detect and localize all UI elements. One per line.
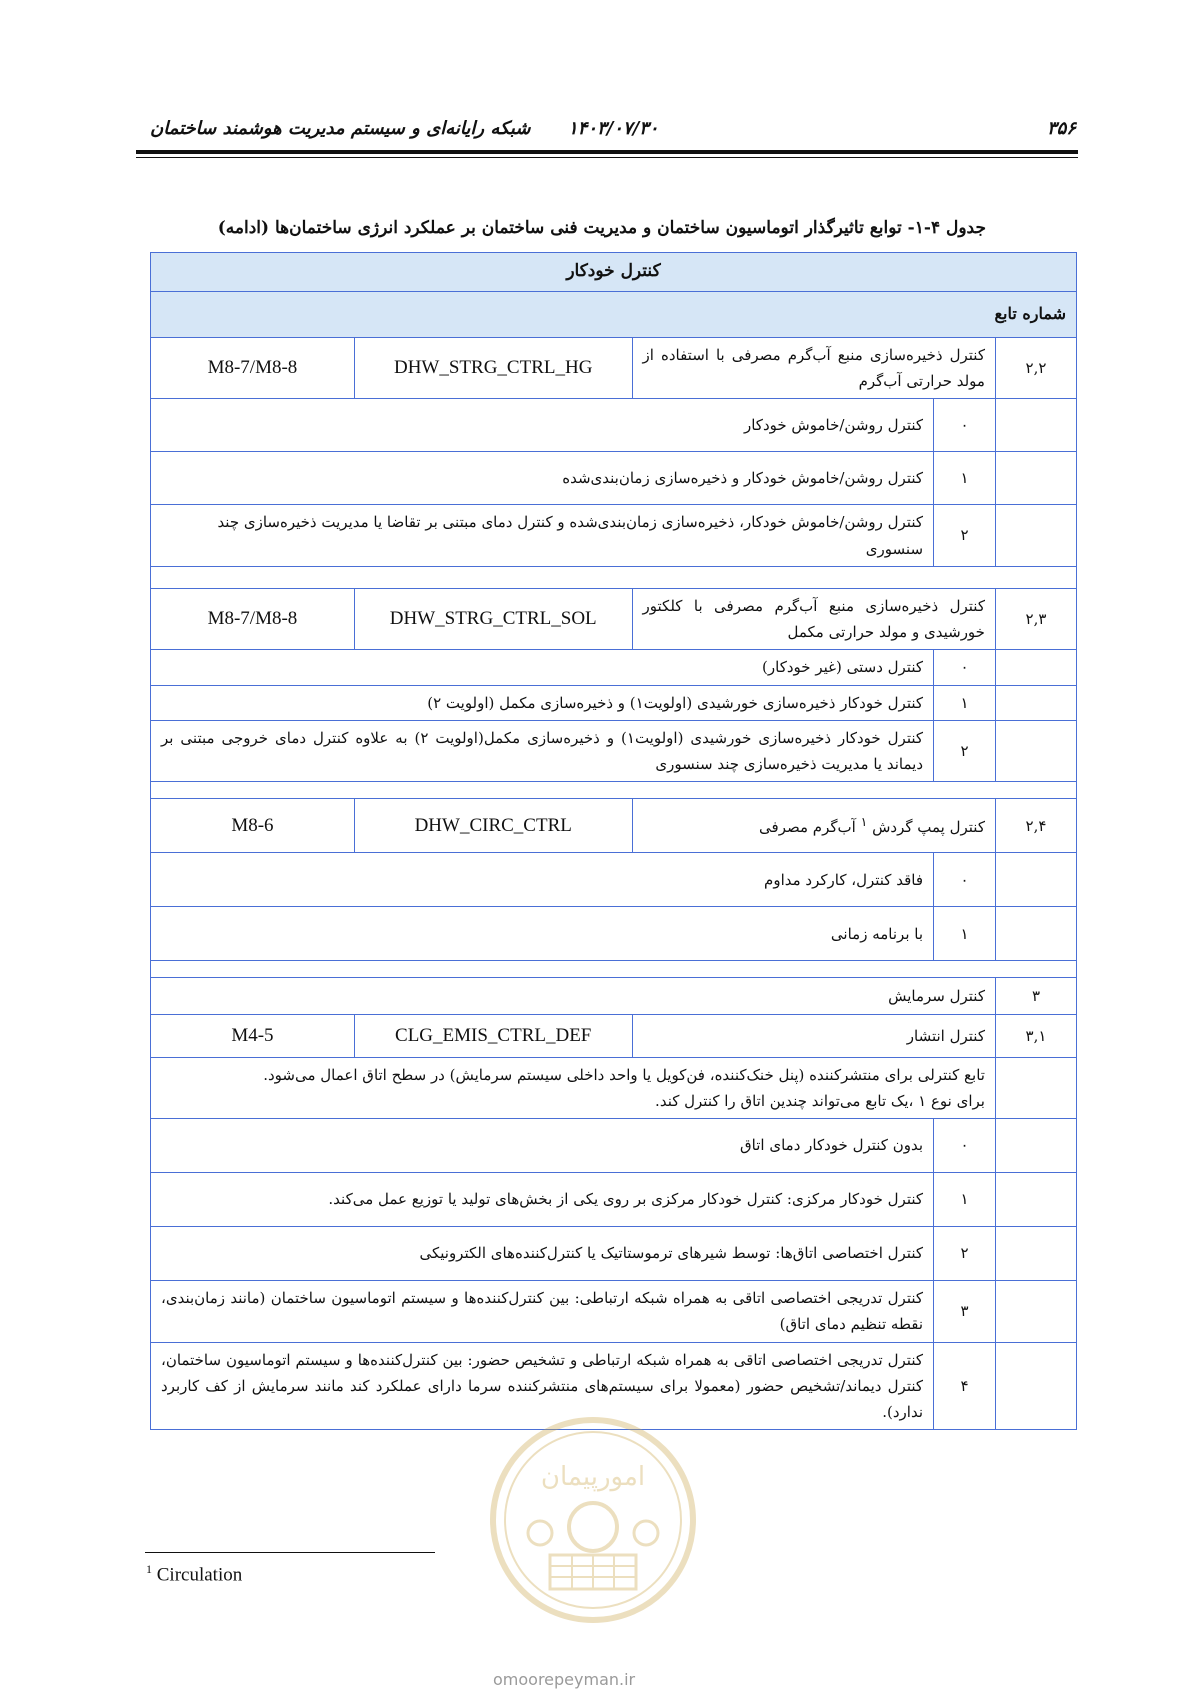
function-title: کنترل انتشار	[632, 1015, 995, 1057]
option-number: ۱	[934, 685, 996, 720]
option-number: ۰	[934, 1119, 996, 1173]
function-number: ۲,۳	[995, 588, 1076, 650]
option-text: کنترل دستی (غیر خودکار)	[151, 650, 934, 685]
watermark-seal	[488, 1415, 698, 1625]
option-row	[151, 505, 1077, 567]
function-row	[151, 978, 1077, 1015]
option-row	[151, 399, 1077, 452]
option-row	[151, 685, 1077, 720]
option-number: ۲	[934, 1227, 996, 1281]
description-row	[151, 1057, 1077, 1119]
description-line: برای نوع ۱ ،یک تابع می‌تواند چندین اتاق را کنترل کند.	[655, 1091, 985, 1110]
function-title-part: کنترل پمپ گردش	[872, 818, 985, 837]
option-text: کنترل خودکار مرکزی: کنترل خودکار مرکزی بر روی یکی از بخش‌های تولید یا توزیع عمل می‌کند.	[151, 1173, 934, 1227]
function-number: ۳,۱	[995, 1015, 1076, 1057]
option-text: فاقد کنترل، کارکرد مداوم	[151, 853, 934, 907]
option-text: کنترل خودکار ذخیره‌سازی خورشیدی (اولویت۱) و ذخیره‌سازی مکمل(اولویت ۲) به علاوه کنترل دمای خروجی مبتنی بر دیماند یا مدیریت ذخیره‌سازی چند سنسوری	[151, 720, 934, 782]
spacer-row	[151, 566, 1077, 588]
footnote	[146, 1562, 242, 1586]
function-number: ۲,۲	[995, 337, 1076, 399]
option-row	[151, 452, 1077, 505]
option-text: با برنامه زمانی	[151, 907, 934, 961]
option-row	[151, 907, 1077, 961]
function-title: کنترل سرمایش	[151, 978, 996, 1015]
footnote-text: Circulation	[156, 1564, 243, 1586]
option-number: ۴	[934, 1342, 996, 1430]
option-text: کنترل روشن/خاموش خودکار و ذخیره‌سازی زمان‌بندی‌شده	[151, 452, 934, 505]
footnote-number: 1	[146, 1562, 152, 1576]
header-rule-thick	[136, 150, 1078, 154]
watermark-seal-icon	[488, 1415, 698, 1625]
function-row	[151, 799, 1077, 853]
watermark-site: omoorepeyman.ir	[493, 1670, 636, 1689]
function-title: کنترل ذخیره‌سازی منبع آب‌گرم مصرفی با کلکتور خورشیدی و مولد حرارتی مکمل	[632, 588, 995, 650]
running-date: ۱۴۰۳/۰۷/۳۰	[568, 118, 659, 139]
option-number: ۱	[934, 452, 996, 505]
option-number: ۱	[934, 1173, 996, 1227]
option-text: کنترل روشن/خاموش خودکار	[151, 399, 934, 452]
footnote-rule	[145, 1552, 435, 1553]
option-row	[151, 853, 1077, 907]
option-text: کنترل تدریجی اختصاصی اتاقی به همراه شبکه ارتباطی و تشخیص حضور: بین کنترل‌کننده‌ها و سیستم اتوماسیون ساختمان، کنترل دیماند/تشخیص حضور (معمولا برای سیستم‌های منتشرکننده سرما دارای عملکرد کند مانند سرمایش از کف کاربرد ندارد).	[151, 1342, 934, 1430]
option-number: ۳	[934, 1281, 996, 1343]
option-text: کنترل اختصاصی اتاق‌ها: توسط شیرهای ترموستاتیک یا کنترل‌کننده‌های الکترونیکی	[151, 1227, 934, 1281]
page-header	[136, 118, 1076, 144]
option-row	[151, 1227, 1077, 1281]
column-header-row	[151, 291, 1077, 337]
running-title: شبکه رایانه‌ای و سیستم مدیریت هوشمند ساختمان	[150, 118, 531, 139]
option-number: ۲	[934, 720, 996, 782]
function-code: DHW_STRG_CTRL_HG	[354, 337, 632, 399]
function-code: CLG_EMIS_CTRL_DEF	[354, 1015, 632, 1057]
function-title	[632, 799, 995, 853]
function-number: ۳	[995, 978, 1076, 1015]
option-number: ۱	[934, 907, 996, 961]
option-row	[151, 720, 1077, 782]
function-title-part: آب‌گرم مصرفی	[759, 818, 856, 837]
option-text: بدون کنترل خودکار دمای اتاق	[151, 1119, 934, 1173]
description-line: تابع کنترلی برای منتشرکننده (پنل خنک‌کننده، فن‌کویل یا واحد داخلی سیستم سرمایش) در سطح اتاق اعمال می‌شود.	[263, 1065, 985, 1084]
function-module: M8-6	[151, 799, 355, 853]
function-description	[151, 1057, 996, 1119]
option-number: ۰	[934, 399, 996, 452]
footnote-marker: ۱	[860, 814, 868, 830]
function-number-label: شماره تابع	[151, 291, 1077, 337]
option-number: ۰	[934, 650, 996, 685]
option-row	[151, 650, 1077, 685]
function-module: M4-5	[151, 1015, 355, 1057]
functions-table	[150, 252, 1077, 1430]
function-row	[151, 337, 1077, 399]
option-row	[151, 1281, 1077, 1343]
function-title: کنترل ذخیره‌سازی منبع آب‌گرم مصرفی با استفاده از مولد حرارتی آب‌گرم	[632, 337, 995, 399]
function-row	[151, 588, 1077, 650]
function-module: M8-7/M8-8	[151, 588, 355, 650]
table-caption: جدول ۴-۱- توابع تاثیرگذار اتوماسیون ساختمان و مدیریت فنی ساختمان بر عملکرد انرژی ساختمان‌ها (ادامه)	[217, 218, 986, 238]
option-text: کنترل روشن/خاموش خودکار، ذخیره‌سازی زمان‌بندی‌شده و کنترل دمای مبتنی بر تقاضا یا مدیریت ذخیره‌سازی چند سنسوری	[151, 505, 934, 567]
function-number: ۲,۴	[995, 799, 1076, 853]
watermark-logo-text: امورپیمان	[540, 1462, 646, 1492]
section-title: کنترل خودکار	[151, 253, 1077, 292]
function-module: M8-7/M8-8	[151, 337, 355, 399]
option-number: ۰	[934, 853, 996, 907]
page-number: ۳۵۶	[1046, 118, 1076, 139]
function-code: DHW_CIRC_CTRL	[354, 799, 632, 853]
option-text: کنترل تدریجی اختصاصی اتاقی به همراه شبکه ارتباطی: بین کنترل‌کننده‌ها و سیستم اتوماسیون ساختمان (مانند زمان‌بندی، نقطه تنظیم دمای اتاق)	[151, 1281, 934, 1343]
spacer-row	[151, 782, 1077, 799]
spacer-row	[151, 961, 1077, 978]
option-number: ۲	[934, 505, 996, 567]
option-row	[151, 1119, 1077, 1173]
function-code: DHW_STRG_CTRL_SOL	[354, 588, 632, 650]
option-row	[151, 1173, 1077, 1227]
header-rule-thin	[136, 157, 1078, 158]
function-row	[151, 1015, 1077, 1057]
option-text: کنترل خودکار ذخیره‌سازی خورشیدی (اولویت۱) و ذخیره‌سازی مکمل (اولویت ۲)	[151, 685, 934, 720]
section-header-row	[151, 253, 1077, 292]
